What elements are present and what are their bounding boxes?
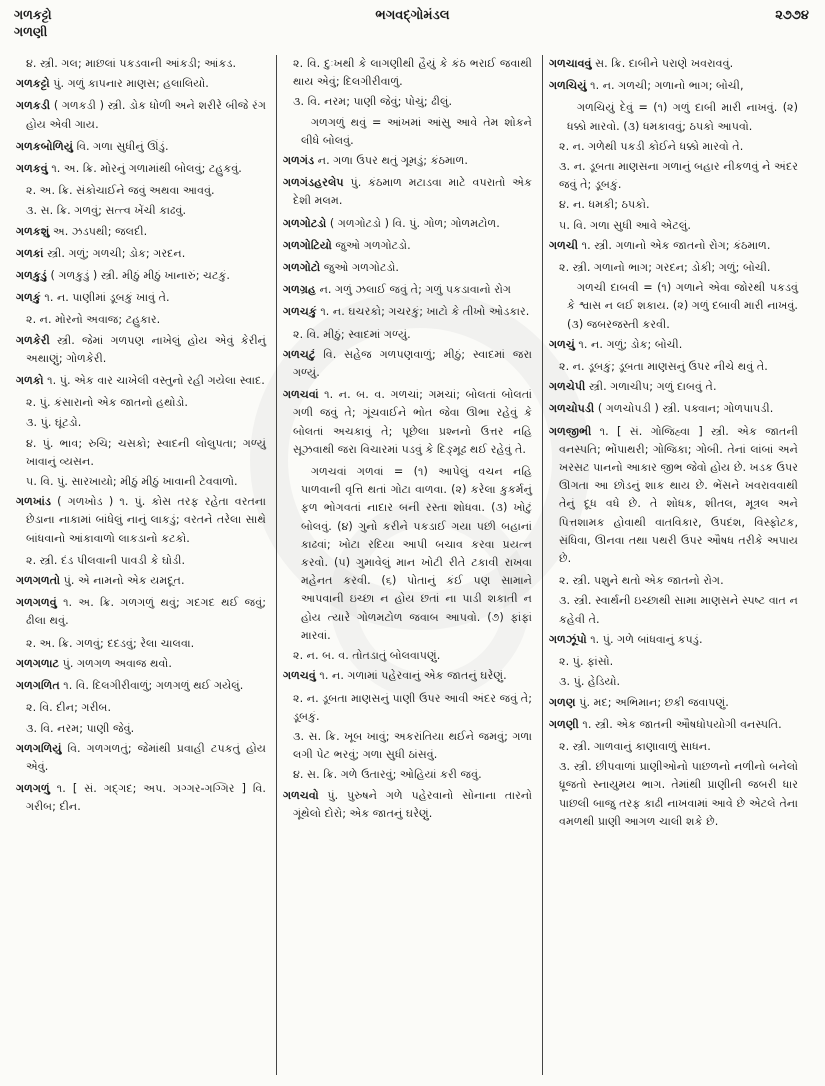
dictionary-entry <box>283 281 532 299</box>
sense-entry <box>16 720 266 738</box>
sense-entry <box>16 635 266 653</box>
headword: ગળકવું <box>16 162 48 176</box>
sense-entry <box>16 182 266 200</box>
sense-entry <box>16 699 266 717</box>
dictionary-entry <box>283 174 532 210</box>
definition-text: ૨. પું. કંસારાનો એક જાતનો હથોડો. <box>26 396 188 410</box>
definition-text: ૩. સ. ક્રિ. ખૂબ ખાવું; અકરાંતિયા થઈને જમવું; ગળા લગી પેટ ભરવું; ગળા સુધી ઠાંસવું. <box>293 729 532 762</box>
dictionary-title: ભગવદ્ગોમંડલ <box>375 8 450 23</box>
definition-text: ૨. ન. ડૂબતા માણસનું પાણી ઉપર આવી અંદર જવું તે; ડૂબકું. <box>293 691 532 723</box>
headword: ગળણી <box>549 717 579 731</box>
headword: ગળચકું <box>283 305 317 319</box>
headword: ગળકાં <box>16 246 44 260</box>
definition-text: વિ. સહેજ ગળપણવાળું; મીઠું; સ્વાદમાં જરા ગળ્યું. <box>293 347 532 380</box>
sense-entry <box>549 158 798 194</box>
definition-text: સ્ત્રી. ગળાચીપ; ગળું દાબવું તે. <box>588 380 717 394</box>
dictionary-entry <box>283 259 532 277</box>
sense-entry <box>16 552 266 570</box>
definition-text: પું. કંઠમાળ મટાડવા માટે વપરાતો એક દેશી મલમ. <box>293 176 532 208</box>
dictionary-entry <box>283 386 532 459</box>
dictionary-entry <box>549 237 798 255</box>
headword: ગળખાંડ <box>16 495 51 509</box>
definition-text: ૧. ન. ગળચી; ગળાનો ભાગ; બોચી, <box>590 79 744 93</box>
headword: ગળગોટો <box>283 261 321 275</box>
definition-text: ( ગળગોટડો ) વિ. પું. ગોળ; ગોળમટોળ. <box>329 216 500 230</box>
headword: ગળજીભી <box>549 424 592 438</box>
sense-entry <box>549 358 798 376</box>
sense-entry <box>549 653 798 671</box>
headword: ગળગંડ <box>283 154 315 168</box>
dictionary-entry <box>16 245 266 263</box>
dictionary-entry <box>283 215 532 233</box>
sense-entry <box>16 202 266 220</box>
headword: ગળકેરી <box>16 333 50 347</box>
sense-entry <box>16 473 266 491</box>
definition-text: ૨. વિ. મીઠું; સ્વાદમાં ગળ્યું. <box>293 327 411 341</box>
definition-text: જુઓ ગળગોટડો. <box>323 261 399 275</box>
dictionary-entry <box>283 237 532 255</box>
definition-text: ૧. સ્ત્રી. ગળાનો એક જાતનો રોગ; કંઠમાળ. <box>581 238 771 252</box>
headword: ગળગ્રહ <box>283 283 317 297</box>
dictionary-entry <box>16 267 266 285</box>
dictionary-entry <box>16 138 266 156</box>
headword: ગળચાવવું <box>549 57 592 70</box>
sense-entry <box>16 435 266 471</box>
definition-text: ૨. ન. બ. વ. તોતડાતું બોલવાપણું. <box>293 649 441 663</box>
definition-text: ૨. અ. ક્રિ. સંકોચાઈને જવું અથવા આવવું. <box>26 184 215 198</box>
definition-text: ૧. સ્ત્રી. એક જાતની ઔષધોપયોગી વનસ્પતિ. <box>582 717 782 731</box>
definition-text: ૧. [ સં. ગોજિહ્વા ] સ્ત્રી. એક જાતની વનસ્પતિ; ભોંપાથરી; ગોજિકા; ગોબી. તેનાં લાંબાં અને ખરસટ પાનનો આકાર જીભ જેવો હોય છે. ખડક ઉપર ઊગતા આ છોડનું શાક થાય છે. ભેંસને ખવરાવવાથી તેનું દૂધ વધે છે. તે શોધક, શીતલ, મૂત્રલ અને પિત્તશામક હોવાથી વાતવિકાર, ઉપદંશ, વિસ્ફોટક, સંધિવા, ઊનવા તથા પથરી ઉપર ઔષધ તરીકે અપાય છે. <box>559 424 798 566</box>
dictionary-entry <box>16 372 266 390</box>
dictionary-entry <box>16 594 266 630</box>
definition-text: ૧. ન. પાણીમાં ડૂબકું ખાવું તે. <box>44 291 170 305</box>
definition-text: ૨. સ્ત્રી. પશુને થતો એક જાતનો રોગ. <box>559 574 724 588</box>
headword: ગળગળવું <box>16 596 57 610</box>
definition-text: ( ગળચોપડી ) સ્ત્રી. પક્વાન; ગોળપાપડી. <box>597 402 774 416</box>
headword: ગળઝૂંપો <box>549 632 587 646</box>
definition-text: ૧. ન. ગળામાં પહેરવાનું એક જાતનું ઘરેણું. <box>319 669 507 683</box>
headword: ગળકશું <box>16 224 50 238</box>
dictionary-entry <box>16 289 266 307</box>
definition-text: પું. એ નામનો એક યમદૂત. <box>63 574 185 588</box>
dictionary-entry <box>549 716 798 734</box>
headword: ગળગળાટ <box>16 656 60 670</box>
page-number: ૨૭૭૪ <box>775 8 809 23</box>
headword: ગળકટ્ટો <box>16 77 50 91</box>
definition-text: ૧. પું. ગળે બાંધવાનું કપડું. <box>590 632 703 646</box>
definition-text: ૪. સ. ક્રિ. ગળે ઉતારવું; ઓહિયાં કરી જવું. <box>293 768 482 782</box>
headword: ગળચું <box>549 337 575 351</box>
definition-text: સ્ત્રી. જેમાં ગળપણ નાખેલું હોય એવું કેરીનું અથાણું; ગોળકેરી. <box>26 333 266 365</box>
idiom-entry <box>283 463 532 645</box>
definition-text: ૩. વિ. નરમ; પાણી જેવું. <box>26 721 135 735</box>
definition-text: ૫. વિ. પું. સારખાયો; મીઠું મીઠું ખાવાની ટેવવાળો. <box>26 475 238 489</box>
idiom-entry <box>549 279 798 334</box>
headword: ગળગોટિયો <box>283 238 332 252</box>
definition-text: વિ. ગળા સુધીનું ઊંડું. <box>76 139 169 153</box>
headword: ગળચટું <box>283 347 316 361</box>
definition-text: ૨. ન. ગળેથી પકડી કોઈને ધક્કો મારવો તે. <box>559 139 744 153</box>
definition-text: ૨. ન. મોરનો અવાજ; ટહુકાર. <box>26 313 161 327</box>
dictionary-entry <box>549 423 798 569</box>
definition-text: ( ગળકડી ) સ્ત્રી. ડોક ધોળી અને શરીરે બીજે રંગ હોય એવી ગાય. <box>26 99 266 131</box>
dictionary-entry <box>549 400 798 418</box>
dictionary-columns <box>10 55 818 1075</box>
definition-text: પું. ગળગળ અવાજ થવો. <box>62 656 172 670</box>
sense-entry <box>549 673 798 691</box>
idiom-entry <box>283 114 532 150</box>
headword: ગળગળિયું <box>16 741 62 755</box>
headword: ગળગંડહરલેપ <box>283 176 344 190</box>
definition-text: વિ. ગળગળતું; જેમાંથી પ્રવાહી ટપકતું હોય એવું. <box>26 741 266 773</box>
definition-text: ૨. સ્ત્રી. ગળાનો ભાગ; ગરદન; ડોકી; ગળું; બોચી. <box>559 261 771 275</box>
definition-text: ગળચી દાબવી = (૧) ગળાને એવા જોરથી પકડવું કે શ્વાસ ન લઈ શકાય. (૨) ગળું દબાવી મારી નાખવું. (૩) જબરજસ્તી કરવી. <box>567 281 798 331</box>
dictionary-entry <box>16 160 266 178</box>
sense-entry <box>549 217 798 235</box>
definition-text: ૪. સ્ત્રી. ગલ; માછલાં પકડવાની આંકડી; આંકડ. <box>26 57 237 70</box>
dictionary-entry <box>16 740 266 776</box>
sense-entry <box>283 728 532 764</box>
sense-entry <box>549 259 798 277</box>
sense-entry <box>283 326 532 344</box>
definition-text: પું. ગળું કાપનાર માણસ; હલાલિયો. <box>53 77 209 91</box>
sense-entry <box>549 592 798 628</box>
definition-text: ૪. ન. ધમકી; ઠપકો. <box>559 198 650 212</box>
dictionary-entry <box>16 677 266 695</box>
sense-entry <box>549 138 798 156</box>
definition-text: ગળચવાં ગળવાં = (૧) આપેલું વચન નહિ પાળવાની વૃત્તિ થતાં ગોટા વાળવા. (૨) કરેલા કુકર્મનું ફળ ભોગવતાં નાદાર બની રસ્તા શોધવા. (૩) ખોટું બોલવું. (૪) ગુનો કરીને પકડાઈ ગયા પછી બહાનાં કાઢવાં; ખોટા રદિયા આપી બચાવ કરવા પ્રયત્ન કરવો. (૫) ગુમાવેલું માન ખોટી રીતે ટકાવી રાખવા મહેનત કરવી. (૬) પોતાનું કંઈ પણ સામાને આપવાની ઇચ્છા ન હોય છતાં ના પાડી શકાતી ન હોય ત્યારે ગોળમટોળ જવાબ આપવો. (૭) ફાંફાં મારવાં. <box>301 465 532 642</box>
definition-text: ૫. વિ. ગળા સુધી આવે એટલું. <box>559 218 691 232</box>
definition-text: ૨. પું. ફાંસો. <box>559 655 614 669</box>
idiom-entry <box>549 99 798 135</box>
headword: ગળકુડું <box>16 269 47 283</box>
guide-word-first: ગળકટ્ટો <box>14 7 52 22</box>
headword: ગળગળું <box>16 782 50 796</box>
definition-text: ૧. વિ. દિલગીરીવાળું; ગળગળું થઈ ગયેલું. <box>63 679 244 693</box>
headword: ગળગળિત <box>16 679 60 693</box>
dictionary-entry <box>549 631 798 649</box>
definition-text: ગળગળું થવું = આંખમાં આંસુ આવે તેમ શોકને લીધે બોલવું. <box>301 115 532 147</box>
dictionary-entry <box>283 346 532 382</box>
dictionary-entry <box>16 655 266 673</box>
definition-text: ૨. વિ. દુઃખથી કે લાગણીથી હૈયું કે કંઠ ભરાઈ જવાથી થાય એવું; દિલગીરીવાળું. <box>293 57 532 89</box>
definition-text: ૩. સ. ક્રિ. ગળવું; સત્ત્વ ખેંચી કાઢવું. <box>26 204 187 218</box>
definition-text: ( ગળકુડું ) સ્ત્રી. મીઠું મીઠું ખાનારું; ચટકું. <box>50 269 230 283</box>
headword: ગળચિયું <box>549 79 587 93</box>
sense-entry <box>549 758 798 831</box>
column-right <box>542 55 804 1075</box>
definition-text: ન. ગળા ઉપર થતું ગૂમડું; કંઠમાળ. <box>317 154 468 168</box>
headword: ગળચી <box>549 238 579 252</box>
definition-text: ૩. સ્ત્રી. છીપવાળાં પ્રાણીઓનો પાછળનો નળીનો બનેલો ધ્રૂજતો સ્નાયુમય ભાગ. તેમાંથી પ્રાણીની જબરી ધાર પાછલી બાજુ તરફ કાઢી નાખવામાં આવે છે એટલે તેના વમળથી પ્રાણી આગળ ચાલી શકે છે. <box>559 760 798 828</box>
dictionary-entry <box>16 572 266 590</box>
definition-text: સ્ત્રી. ગળું; ગળચી; ડોક; ગરદન. <box>47 246 186 260</box>
headword: ગળણ <box>549 695 576 709</box>
definition-text: ૧. પું. એક વાર ચાખેલી વસ્તુનો રહી ગયેલા સ્વાદ. <box>47 374 265 388</box>
sense-entry <box>16 55 266 73</box>
definition-text: અ. ઝડપથી; જલદી. <box>52 224 148 238</box>
dictionary-entry <box>549 77 798 95</box>
sense-entry <box>549 738 798 756</box>
definition-text: ૪. પું. ભાવ; રુચિ; ચસકો; સ્વાદની લોલુપતા; ગળ્યું ખાવાનું વ્યસન. <box>26 436 266 468</box>
dictionary-entry <box>549 336 798 354</box>
definition-text: ૧. ન. બ. વ. ગળચાં; ગમચાં; બોલતાં બોલતાં ગળી જવું તે; ગૂંચવાઈને ભોત જેવા ઊભા રહેવું કે બોલતાં અચકાવું તે; પૂછેલા પ્રશ્નનો ઉત્તર નહિ સૂઝવાથી જરા વિચારમાં પડવું કે દિઙ્મૂઢ થઈ રહેવું તે. <box>293 388 533 456</box>
sense-entry <box>549 572 798 590</box>
definition-text: ૨. સ્ત્રી. દંડ પીલવાની પાવડી કે ઘોડી. <box>26 553 186 567</box>
headword: ગળકું <box>16 291 41 305</box>
definition-text: ગળચિયું દેવું = (૧) ગળું દાબી મારી નાખવું. (૨) ધક્કો મારવો. (૩) ધમકાવવું; ઠપકો આપવો. <box>567 101 798 133</box>
headword: ગળચેપી <box>549 380 586 394</box>
dictionary-entry <box>16 75 266 93</box>
dictionary-entry <box>16 780 266 816</box>
sense-entry <box>283 93 532 111</box>
definition-text: ૧. અ. ક્રિ. ગળગળું થવું; ગદગદ થઈ જવું; ઢીલા થવું. <box>26 596 266 628</box>
guide-word-last: ગળણી <box>14 24 48 39</box>
sense-entry <box>283 647 532 665</box>
definition-text: ૧. [ સં. ગદ્ગદ; અપ. ગગ્ગર-ગગ્ગિર ] વિ. ગરીબ; દીન. <box>26 782 266 814</box>
dictionary-entry <box>549 694 798 712</box>
definition-text: ૨. અ. ક્રિ. ગળવું; દદડવું; રેલા ચાલવા. <box>26 636 195 650</box>
sense-entry <box>283 55 532 91</box>
definition-text: ૩. સ્ત્રી. સ્વાર્થની ઇચ્છાથી સામા માણસને સ્પષ્ટ વાત ન કહેવી તે. <box>559 594 798 626</box>
dictionary-entry <box>16 332 266 368</box>
definition-text: ૩. પું. ઘૂંટડો. <box>26 416 82 430</box>
sense-entry <box>549 196 798 214</box>
sense-entry <box>16 311 266 329</box>
definition-text: ( ગળખોડ ) ૧. પું. કોસ તરફ રહેતા વરતના છેડાના નાકામાં બાંધેલું નાનું લાકડું; વરતને તરેલા સાથે બાંધવાનો આંકાવાળો લાકડાનો કટકો. <box>26 495 267 545</box>
definition-text: પું. મદ; અભિમાન; છકી જવાપણું. <box>579 695 729 709</box>
headword: ગળગળતો <box>16 574 61 588</box>
headword: ગળકબોળિયું <box>16 139 73 153</box>
sense-entry <box>16 414 266 432</box>
column-middle <box>276 55 538 1075</box>
dictionary-entry <box>283 303 532 321</box>
headword: ગળકડી <box>16 99 51 113</box>
page-header <box>0 6 825 46</box>
definition-text: ૩. ન. ડૂબતા માણસના ગળાનું બહાર નીકળવું ને અંદર જવું તે; ડૂબકું. <box>559 160 798 192</box>
dictionary-entry <box>283 152 532 170</box>
headword: ગળચવું <box>283 669 316 683</box>
headword: ગળચવો <box>283 788 319 802</box>
dictionary-entry <box>283 667 532 685</box>
headword: ગળગોટડો <box>283 216 327 230</box>
definition-text: ૧. ન. ઘચરકો; ગચરકું; ખાટો કે તીખો ઓડકાર. <box>320 305 530 319</box>
sense-entry <box>283 690 532 726</box>
dictionary-entry <box>16 97 266 133</box>
headword: ગળચોપડી <box>549 402 595 416</box>
definition-text: ૨. સ્ત્રી. ગાળવાનું કાણાવાળું સાધન. <box>559 739 711 753</box>
sense-entry <box>283 766 532 784</box>
definition-text: ૨. વિ. દીન; ગરીબ. <box>26 701 112 715</box>
dictionary-entry <box>549 55 798 73</box>
sense-entry <box>16 394 266 412</box>
definition-text: જુઓ ગળગોટડો. <box>335 238 411 252</box>
headword: ગળકો <box>16 374 44 388</box>
definition-text: ૩. વિ. નરમ; પાણી જેવું; પોચું; ઢીલું. <box>293 95 453 109</box>
definition-text: ૧. ન. ગળું; ડોક; બોચી. <box>578 337 683 351</box>
definition-text: ૧. અ. ક્રિ. મોરનું ગળામાંથી બોલવું; ટહુકવું. <box>51 162 242 176</box>
definition-text: ૨. ન. ડૂબકું; ડૂબતા માણસનું ઉપર નીચે થવું તે. <box>559 360 768 374</box>
column-left <box>10 55 272 1075</box>
definition-text: ૩. પું. હેડિયો. <box>559 675 621 689</box>
dictionary-entry <box>16 493 266 548</box>
definition-text: ન. ગળું ઝલાઈ જવું તે; ગળું પકડાવાનો રોગ <box>319 283 512 297</box>
dictionary-entry <box>16 223 266 241</box>
dictionary-entry <box>549 378 798 396</box>
dictionary-entry <box>283 787 532 823</box>
definition-text: સ. ક્રિ. દાબીને પરાણે ખવરાવવું. <box>595 57 734 70</box>
definition-text: પું. પુરુષને ગળે પહેરવાનો સોનાના તારનો ગૂંથેલો દોરો; એક જાતનું ઘરેણું. <box>293 788 532 820</box>
headword: ગળચવાં <box>283 388 319 402</box>
